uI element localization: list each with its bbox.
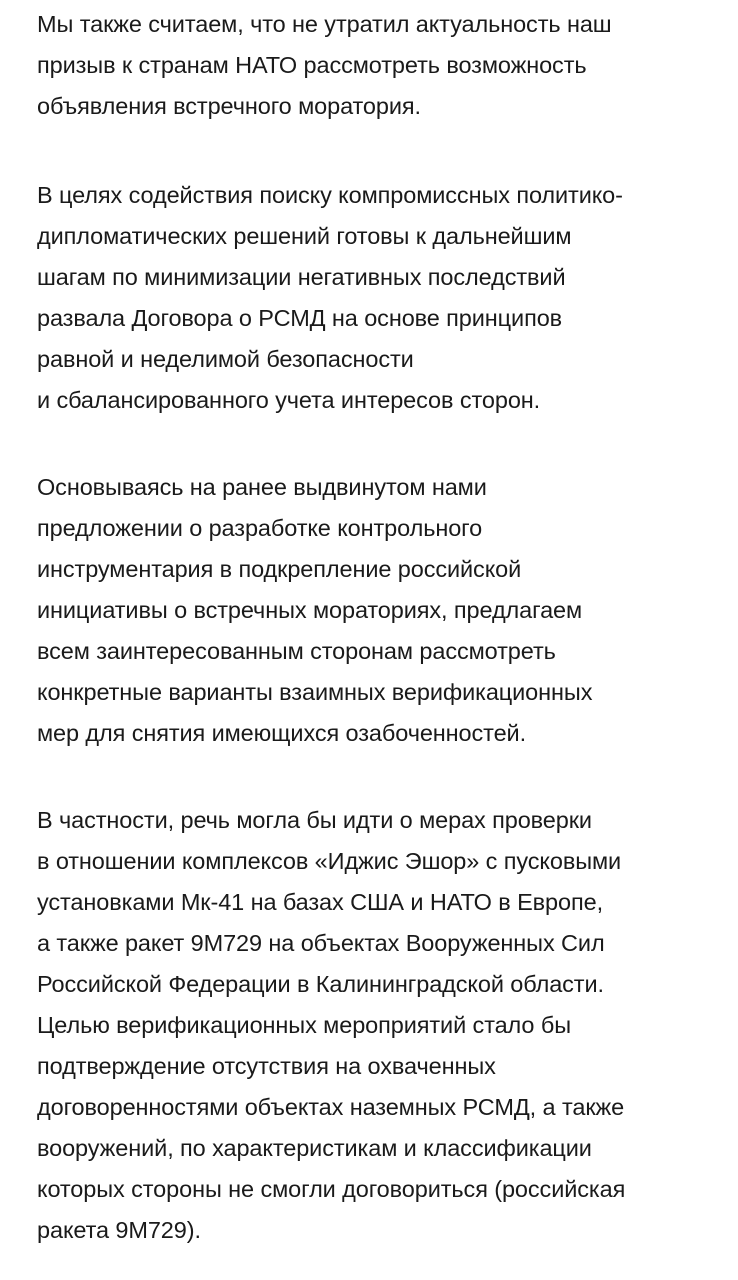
paragraph-compromise-solutions (37, 175, 623, 421)
paragraph-nato-moratorium (37, 4, 612, 127)
paragraph-verification-toolkit (37, 467, 592, 754)
text-line: Российской Федерации в Калининградской области. (37, 971, 604, 997)
text-line: договоренностями объектах наземных РСМД, а также (37, 1094, 625, 1120)
text-line: и сбалансированного учета интересов сторон. (37, 387, 541, 413)
text-line: установками Мк-41 на базах США и НАТО в Европе, (37, 889, 604, 915)
text-line: развала Договора о РСМД на основе принципов (37, 305, 563, 331)
text-line: Мы также считаем, что не утратил актуальность наш (37, 11, 612, 37)
text-line: В частности, речь могла бы идти о мерах проверки (37, 807, 592, 833)
text-line: призыв к странам НАТО рассмотреть возможность (37, 52, 587, 78)
text-line: объявления встречного моратория. (37, 93, 421, 119)
text-line: В целях содействия поиску компромиссных политико- (37, 182, 623, 208)
text-line: инициативы о встречных мораториях, предлагаем (37, 597, 583, 623)
text-line: мер для снятия имеющихся озабоченностей. (37, 720, 527, 746)
text-line: Основываясь на ранее выдвинутом нами (37, 474, 487, 500)
text-line: инструментария в подкрепление российской (37, 556, 522, 582)
text-line: конкретные варианты взаимных верификационных (37, 679, 593, 705)
text-line: всем заинтересованным сторонам рассмотреть (37, 638, 556, 664)
text-line: в отношении комплексов «Иджис Эшор» с пусковыми (37, 848, 622, 874)
text-line: вооружений, по характеристикам и классификации (37, 1135, 592, 1161)
text-line: которых стороны не смогли договориться (российская (37, 1176, 626, 1202)
text-line: предложении о разработке контрольного (37, 515, 483, 541)
text-line: ракета 9М729). (37, 1217, 201, 1243)
text-line: подтверждение отсутствия на охваченных (37, 1053, 496, 1079)
text-line: равной и неделимой безопасности (37, 346, 414, 372)
text-line: шагам по минимизации негативных последствий (37, 264, 566, 290)
text-line: а также ракет 9М729 на объектах Вооруженных Сил (37, 930, 605, 956)
paragraph-verification-measures (37, 800, 625, 1251)
text-line: Целью верификационных мероприятий стало бы (37, 1012, 571, 1038)
text-line: дипломатических решений готовы к дальнейшим (37, 223, 572, 249)
